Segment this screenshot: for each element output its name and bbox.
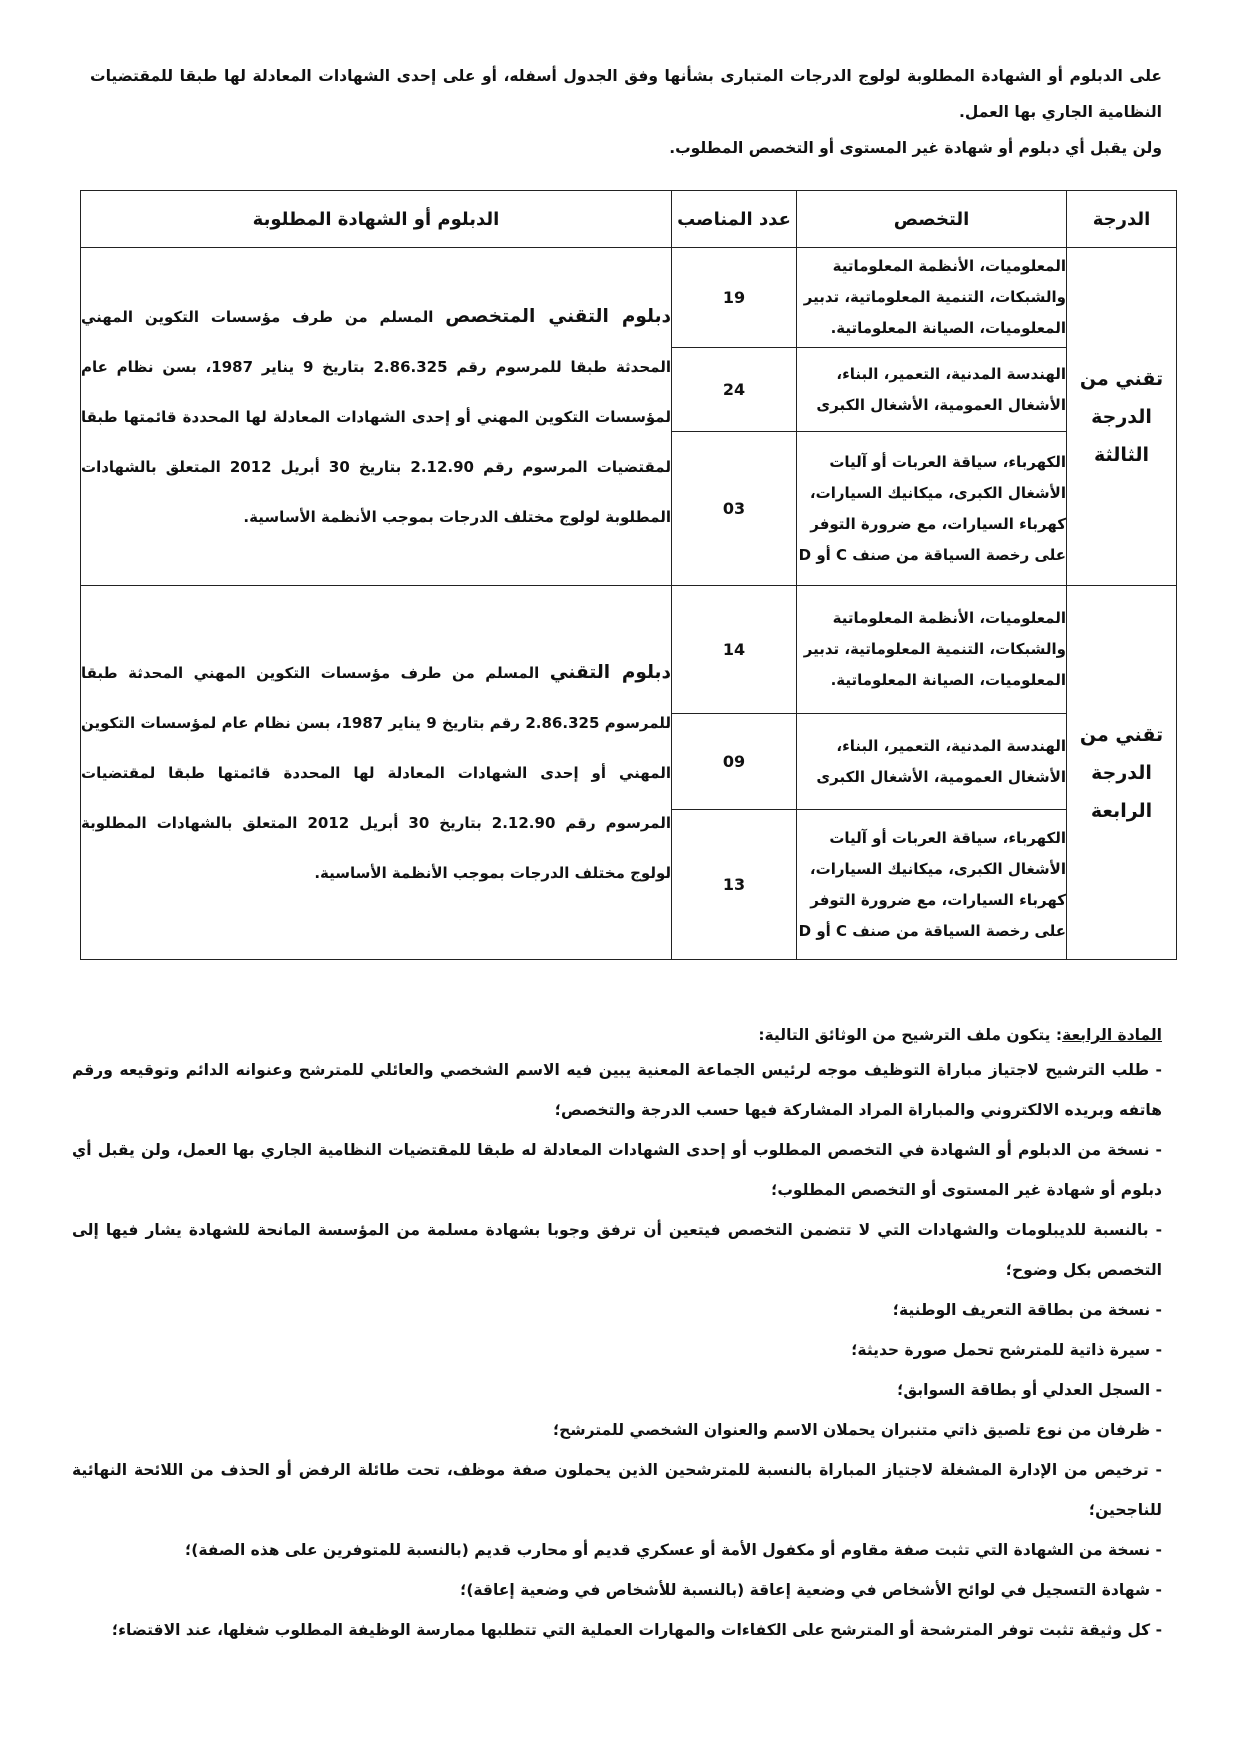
list-item: - نسخة من الدبلوم أو الشهادة في التخصص المطلوب أو إحدى الشهادات المعادلة له طبقا للمقتضيات النظامية الجاري بها العمل، ولن يقبل أي دبلوم أو شهادة غير المستوى أو التخصص المطلوب؛ <box>72 1141 1162 1199</box>
diploma-cell <box>81 586 672 960</box>
specialty-cell: المعلوميات، الأنظمة المعلوماتية والشبكات، التنمية المعلوماتية، تدبير المعلوميات، الصيانة المعلوماتية. <box>797 248 1067 348</box>
specialty-cell: الكهرباء، سياقة العربات أو آليات الأشغال الكبرى، ميكانيك السيارات، كهرباء السيارات، مع ضرورة التوفر على رخصة السياقة من صنف C أو D <box>797 432 1067 586</box>
diploma-title: دبلوم التقني <box>549 661 671 683</box>
table-row <box>81 586 1177 714</box>
documents-list <box>72 1050 1162 1650</box>
grade-cell: تقني من الدرجة الرابعة <box>1067 586 1177 960</box>
specialty-cell: الكهرباء، سياقة العربات أو آليات الأشغال الكبرى، ميكانيك السيارات، كهرباء السيارات، مع ضرورة التوفر على رخصة السياقة من صنف C أو D <box>797 810 1067 960</box>
intro-paragraph <box>90 58 1162 166</box>
list-item: - السجل العدلي أو بطاقة السوابق؛ <box>897 1381 1162 1399</box>
diploma-text: المسلم من طرف مؤسسات التكوين المهني المحدثة طبقا للمرسوم رقم 2.86.325 بتاريخ 9 يناير 1987، بسن نظام عام لمؤسسات التكوين المهني أو إحدى الشهادات المعادلة لها المحددة قائمتها طبقا لمقتضيات المرسوم رقم 2.12.90 بتاريخ 30 أبريل 2012 المتعلق بالشهادات المطلوبة لولوج مختلف الدرجات بموجب الأنظمة الأساسية. <box>81 307 671 526</box>
article-intro: : يتكون ملف الترشيح من الوثائق التالية: <box>758 1026 1063 1044</box>
posts-cell: 09 <box>672 714 797 810</box>
positions-table <box>80 190 1177 960</box>
article-title: المادة الرابعة <box>1062 1026 1162 1044</box>
article-four <box>72 1020 1162 1650</box>
intro-line: على الدبلوم أو الشهادة المطلوبة لولوج الدرجات المتبارى بشأنها وفق الجدول أسفله، أو على إحدى الشهادات المعادلة لها طبقا للمقتضيات النظامية الجاري بها العمل. <box>90 67 1162 121</box>
intro-note: ولن يقبل أي دبلوم أو شهادة غير المستوى أو التخصص المطلوب. <box>669 139 1162 157</box>
table-header-row <box>81 191 1177 248</box>
header-posts: عدد المناصب <box>672 191 797 248</box>
header-grade: الدرجة <box>1067 191 1177 248</box>
specialty-cell: الهندسة المدنية، التعمير، البناء، الأشغال العمومية، الأشغال الكبرى <box>797 348 1067 432</box>
list-item: - ترخيص من الإدارة المشغلة لاجتياز المباراة بالنسبة للمترشحين الذين يحملون صفة موظف، تحت طائلة الرفض أو الحذف من اللائحة النهائية للناجحين؛ <box>72 1461 1162 1519</box>
diploma-text: المسلم من طرف مؤسسات التكوين المهني المحدثة طبقا للمرسوم 2.86.325 رقم بتاريخ 9 يناير 1987، بسن نظام عام لمؤسسات التكوين المهني أو إحدى الشهادات المعادلة لها المحددة قائمتها طبقا لمقتضيات المرسوم رقم 2.12.90 بتاريخ 30 أبريل 2012 المتعلق بالشهادات المطلوبة لولوج مختلف الدرجات بموجب الأنظمة الأساسية. <box>81 663 672 882</box>
posts-cell: 13 <box>672 810 797 960</box>
diploma-cell <box>81 248 672 586</box>
list-item: - نسخة من بطاقة التعريف الوطنية؛ <box>892 1301 1162 1319</box>
diploma-title: دبلوم التقني المتخصص <box>445 305 672 327</box>
list-item: - كل وثيقة تثبت توفر المترشحة أو المترشح على الكفاءات والمهارات العملية التي تتطلبها ممارسة الوظيفة المطلوب شغلها، عند الاقتضاء؛ <box>111 1621 1162 1639</box>
posts-cell: 24 <box>672 348 797 432</box>
table-row <box>81 248 1177 348</box>
list-item: - طلب الترشيح لاجتياز مباراة التوظيف موجه لرئيس الجماعة المعنية يبين فيه الاسم الشخصي والعائلي للمترشح وعنوانه الدائم وتوقيعه ورقم هاتفه وبريده الالكتروني والمباراة المراد المشاركة فيها حسب الدرجة والتخصص؛ <box>72 1061 1162 1119</box>
list-item: - نسخة من الشهادة التي تثبت صفة مقاوم أو مكفول الأمة أو عسكري قديم أو محارب قديم (بالنسبة للمتوفرين على هذه الصفة)؛ <box>185 1541 1162 1559</box>
posts-cell: 19 <box>672 248 797 348</box>
list-item: - شهادة التسجيل في لوائح الأشخاص في وضعية إعاقة (بالنسبة للأشخاص في وضعية إعاقة)؛ <box>460 1581 1162 1599</box>
header-diploma: الدبلوم أو الشهادة المطلوبة <box>81 191 672 248</box>
specialty-cell: المعلوميات، الأنظمة المعلوماتية والشبكات، التنمية المعلوماتية، تدبير المعلوميات، الصيانة المعلوماتية. <box>797 586 1067 714</box>
list-item: - سيرة ذاتية للمترشح تحمل صورة حديثة؛ <box>851 1341 1162 1359</box>
article-heading <box>72 1020 1162 1050</box>
header-specialty: التخصص <box>797 191 1067 248</box>
list-item: - بالنسبة للديبلومات والشهادات التي لا تتضمن التخصص فيتعين أن ترفق وجوبا بشهادة مسلمة من المؤسسة المانحة للشهادة يشار فيها إلى التخصص بكل وضوح؛ <box>72 1221 1162 1279</box>
specialty-cell: الهندسة المدنية، التعمير، البناء، الأشغال العمومية، الأشغال الكبرى <box>797 714 1067 810</box>
grade-cell: تقني من الدرجة الثالثة <box>1067 248 1177 586</box>
posts-cell: 14 <box>672 586 797 714</box>
list-item: - ظرفان من نوع تلصيق ذاتي متنبران يحملان الاسم والعنوان الشخصي للمترشح؛ <box>552 1421 1162 1439</box>
posts-cell: 03 <box>672 432 797 586</box>
